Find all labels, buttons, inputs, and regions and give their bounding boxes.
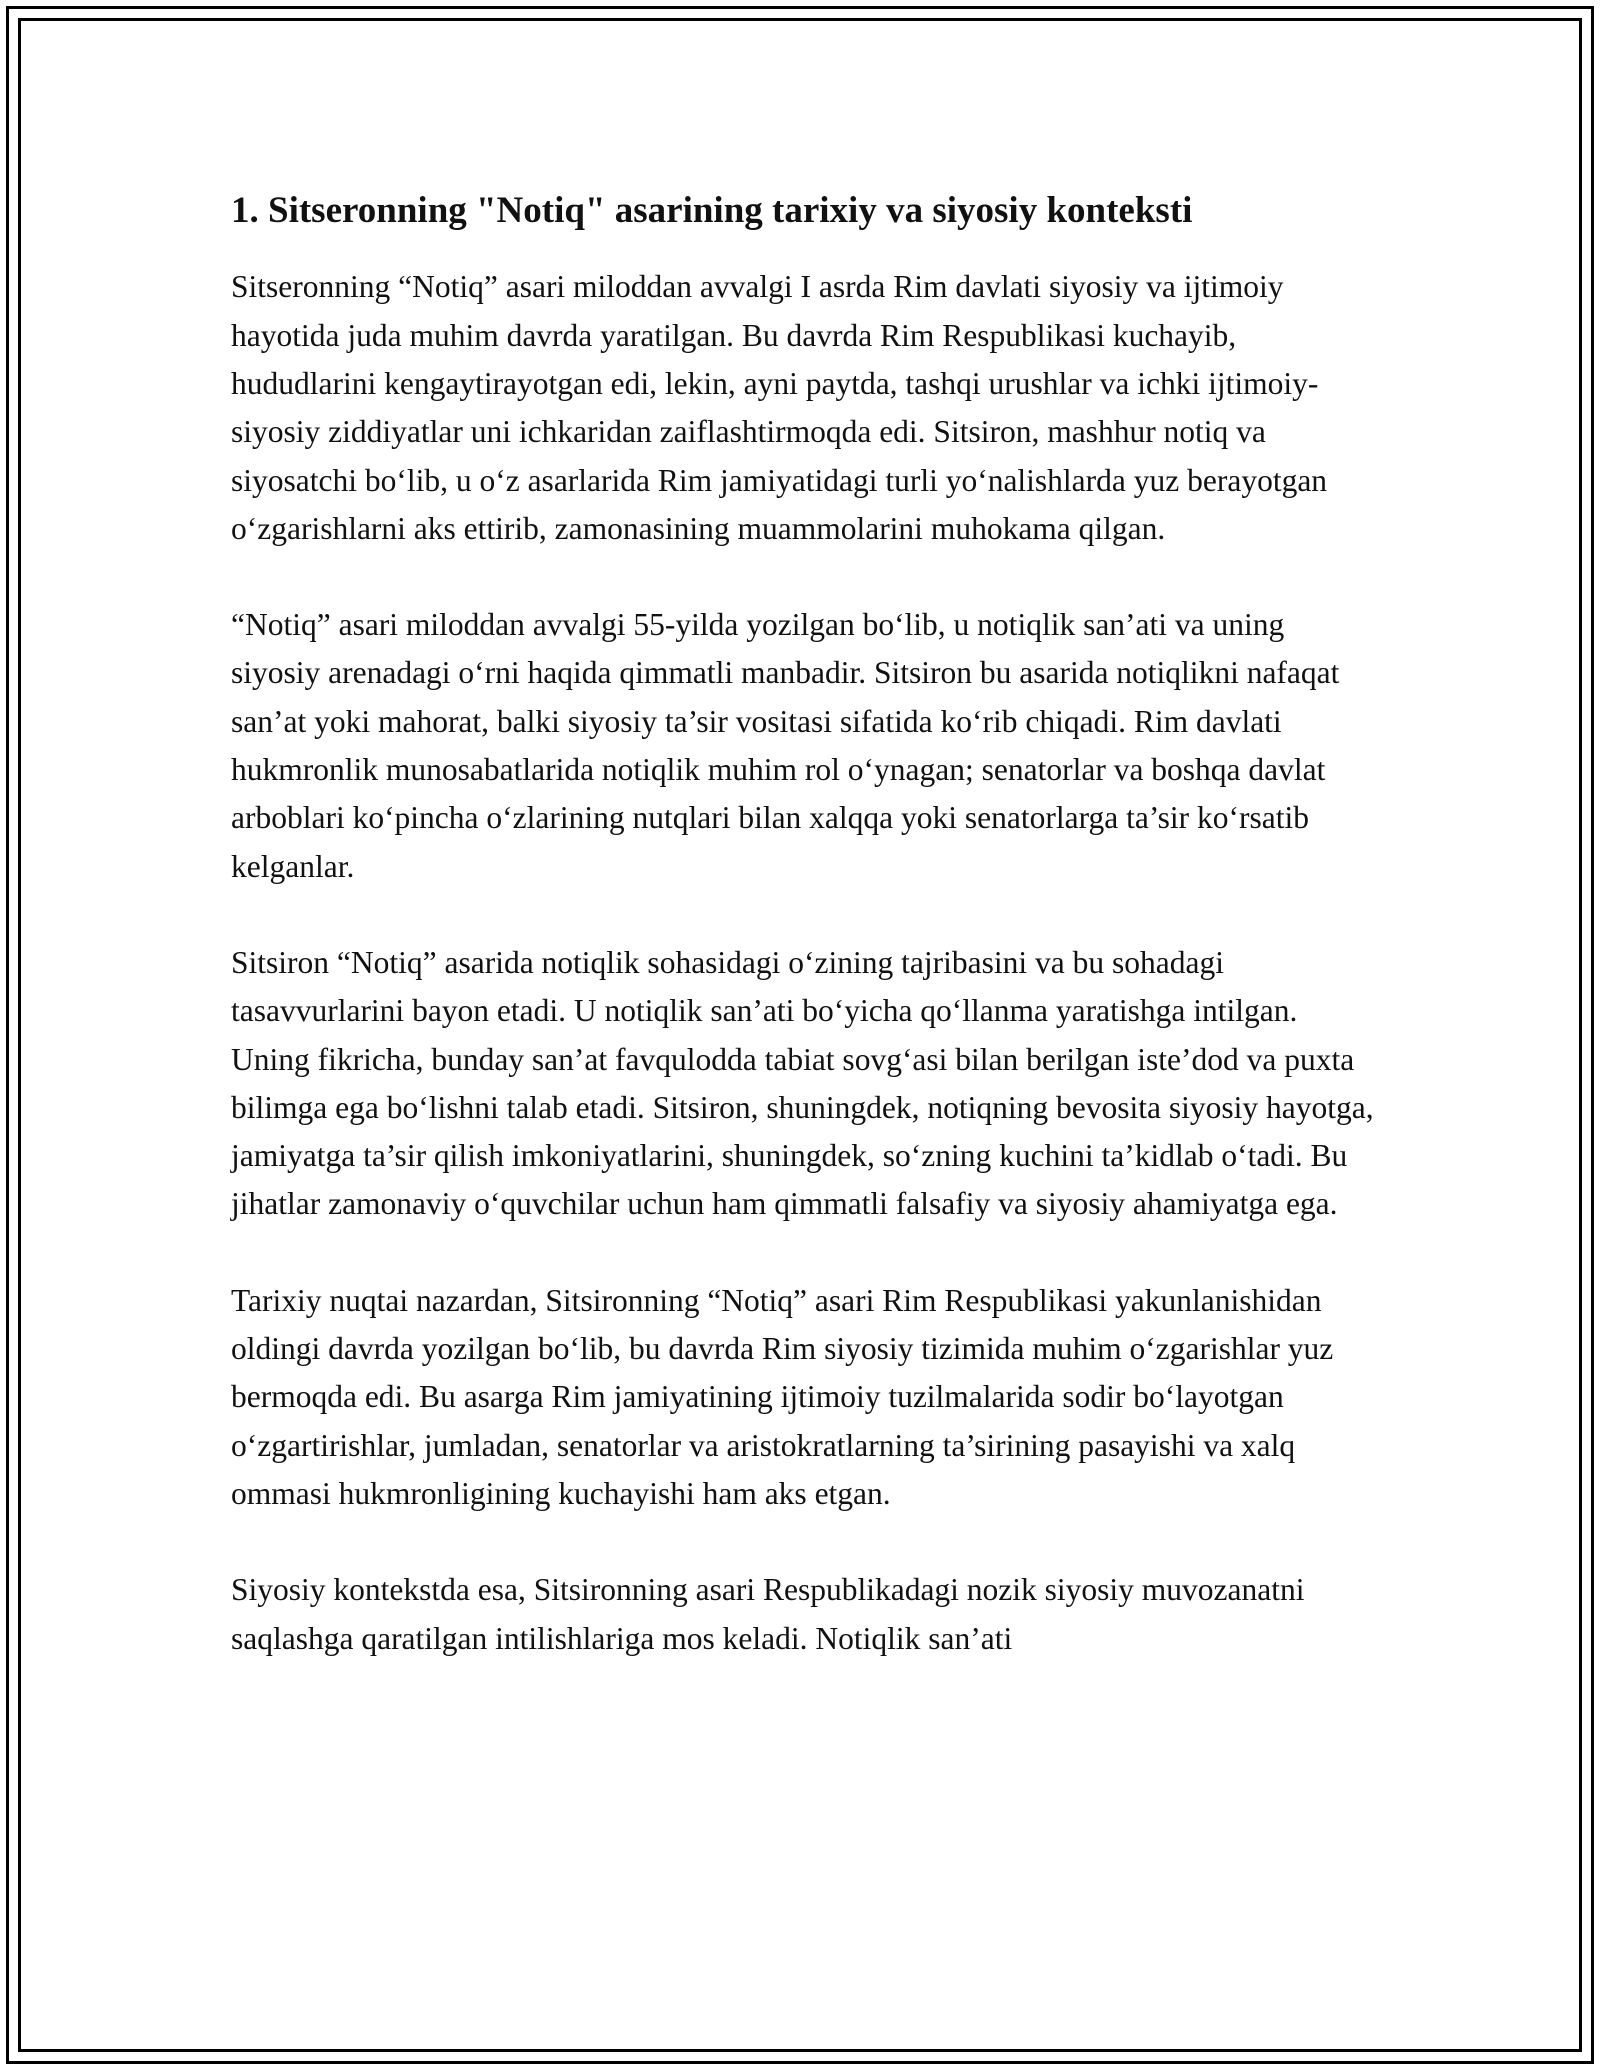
paragraph-4: Tarixiy nuqtai nazardan, Sitsironning “Notiq” asari Rim Respublikasi yakunlanishidan oldingi davrda yozilgan boʻlib, bu davrda Rim siyosiy tizimida muhim oʻzgarishlar yuz bermoqda edi. Bu asarga Rim jamiyatining ijtimoiy tuzilmalarida sodir boʻlayotgan oʻzgartirishlar, jumladan, senatorlar va aristokratlarning ta’sirining pasayishi va xalq ommasi hukmronligining kuchayishi ham aks etgan.	[231, 1282, 1334, 1511]
document-body	[231, 189, 1381, 1711]
page-frame	[6, 6, 1594, 2064]
paragraph-1: Sitseronning “Notiq” asari miloddan avvalgi I asrda Rim davlati siyosiy va ijtimoiy hayotida juda muhim davrda yaratilgan. Bu davrda Rim Respublikasi kuchayib, hududlarini kengaytirayotgan edi, lekin, ayni paytda, tashqi urushlar va ichki ijtimoiy-siyosiy ziddiyatlar uni ichkaridan zaiflashtirmoqda edi. Sitsiron, mashhur notiq va siyosatchi boʻlib, u oʻz asarlarida Rim jamiyatidagi turli yoʻnalishlarda yuz berayotgan oʻzgarishlarni aks ettirib, zamonasining muammolarini muhokama qilgan.	[231, 269, 1328, 546]
paragraph-3: Sitsiron “Notiq” asarida notiqlik sohasidagi oʻzining tajribasini va bu sohadagi tasavvurlarini bayon etadi. U notiqlik san’ati boʻyicha qoʻllanma yaratishga intilgan. Uning fikricha, bunday san’at favqulodda tabiat sovgʻasi bilan berilgan iste’dod va puxta bilimga ega boʻlishni talab etadi. Sitsiron, shuningdek, notiqning bevosita siyosiy hayotga, jamiyatga ta’sir qilish imkoniyatlarini, shuningdek, soʻzning kuchini ta’kidlab oʻtadi. Bu jihatlar zamonaviy oʻquvchilar uchun ham qimmatli falsafiy va siyosiy ahamiyatga ega.	[231, 944, 1374, 1222]
paragraph-5: Siyosiy kontekstda esa, Sitsironning asari Respublikadagi nozik siyosiy muvozanatni saqlashga qaratilgan intilishlariga mos keladi. Notiqlik san’ati	[231, 1572, 1305, 1656]
section-heading: 1. Sitseronning "Notiq" asarining tarixiy va siyosiy konteksti	[231, 190, 1193, 231]
paragraph-2: “Notiq” asari miloddan avvalgi 55-yilda yozilgan boʻlib, u notiqlik san’ati va uning siyosiy arenadagi oʻrni haqida qimmatli manbadir. Sitsiron bu asarida notiqlikni nafaqat san’at yoki mahorat, balki siyosiy ta’sir vositasi sifatida koʻrib chiqadi. Rim davlati hukmronlik munosabatlarida notiqlik muhim rol oʻynagan; senatorlar va boshqa davlat arboblari koʻpincha oʻzlarining nutqlari bilan xalqqa yoki senatorlarga ta’sir koʻrsatib kelganlar.	[231, 607, 1340, 884]
